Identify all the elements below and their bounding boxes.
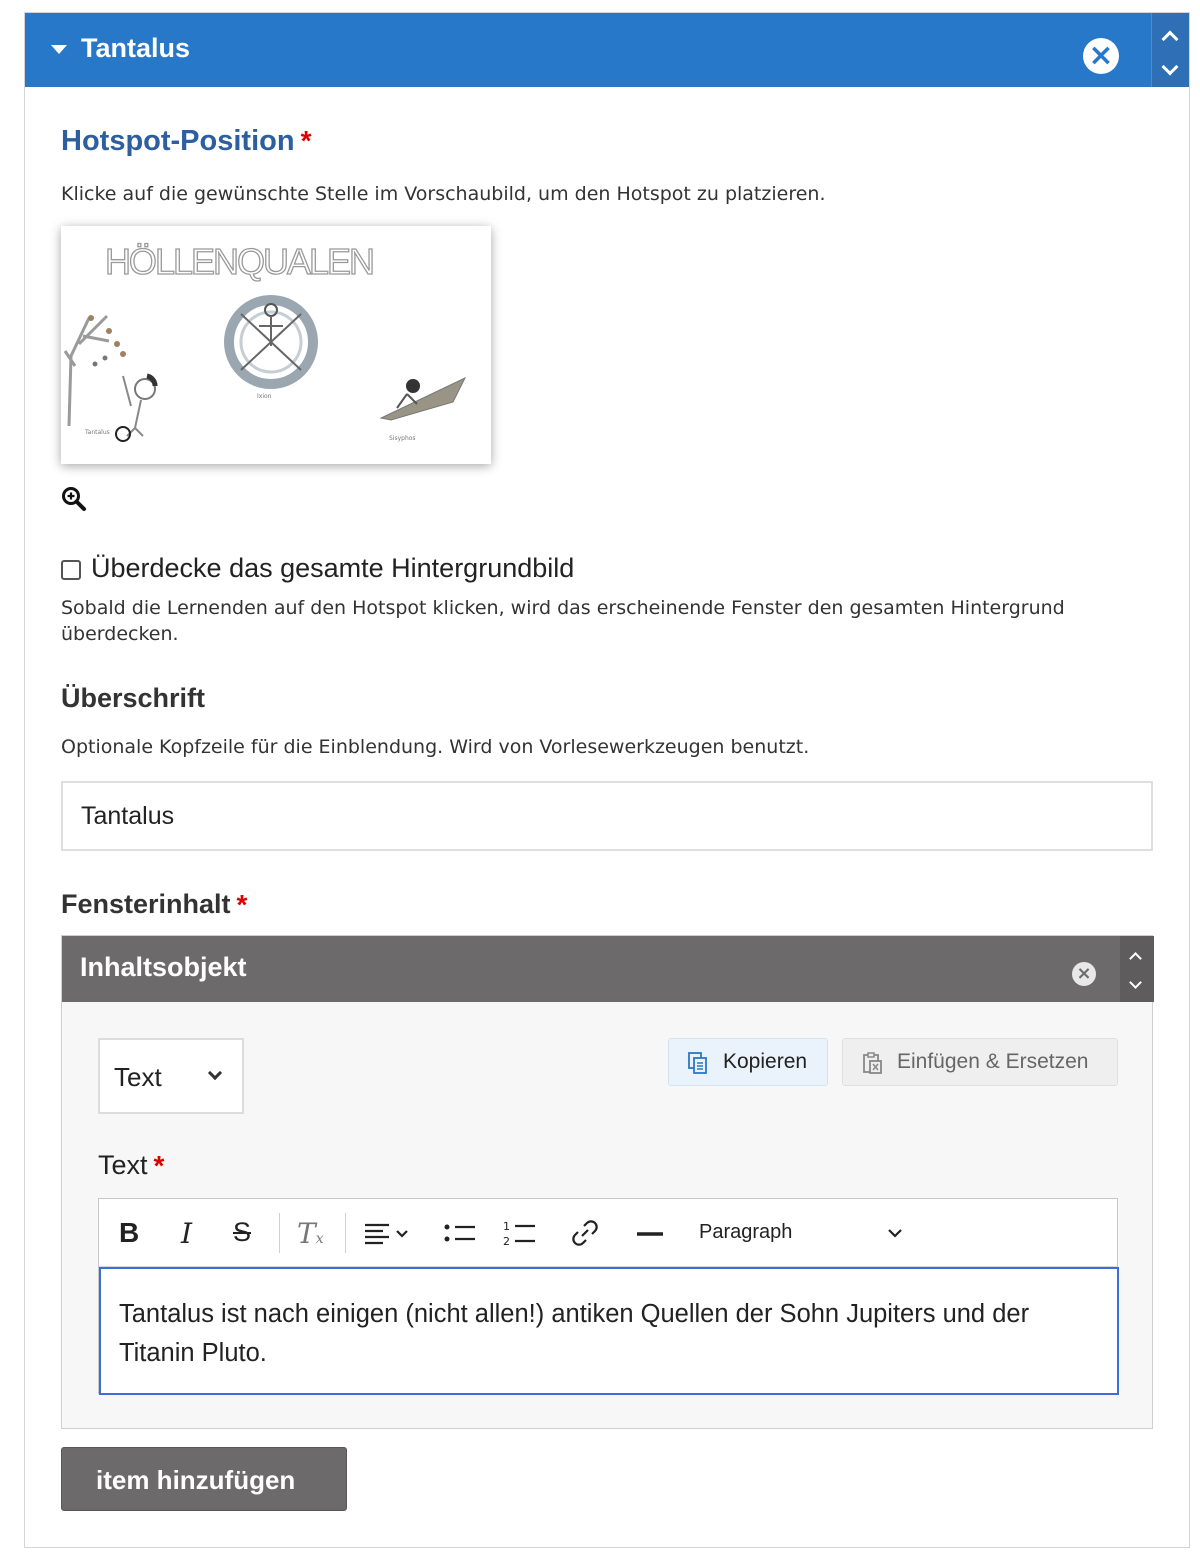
move-down-icon[interactable] <box>1162 59 1179 76</box>
remove-item-icon[interactable]: × <box>1083 38 1119 74</box>
bullet-list-icon[interactable] <box>443 1217 477 1249</box>
clear-formatting-icon[interactable]: Tx <box>297 1217 324 1250</box>
add-item-button[interactable] <box>61 1447 347 1511</box>
collapse-caret-icon[interactable] <box>51 45 67 54</box>
content-object-header[interactable] <box>62 936 1154 1002</box>
copy-icon <box>687 1051 709 1075</box>
align-icon[interactable] <box>363 1217 419 1249</box>
required-mark: * <box>236 889 248 920</box>
panel-title: Tantalus <box>81 33 191 63</box>
cover-background-description: Sobald die Lernenden auf den Hotspot klicken, wird das erscheinende Fenster den gesamten Hintergrund überdecken. <box>61 597 1065 645</box>
required-mark: * <box>300 125 312 156</box>
bold-icon[interactable]: B <box>119 1217 140 1248</box>
content-type-select[interactable] <box>98 1038 244 1114</box>
zoom-in-icon[interactable] <box>61 486 87 512</box>
text-field-label <box>98 1150 164 1182</box>
preview-illustration <box>61 226 491 464</box>
add-item-label: item hinzufügen <box>96 1465 296 1495</box>
svg-text:Sisyphos: Sisyphos <box>389 435 416 442</box>
link-icon[interactable] <box>569 1217 601 1249</box>
chevron-down-icon[interactable] <box>887 1217 903 1249</box>
paste-label: Einfügen & Ersetzen <box>897 1050 1089 1073</box>
horizontal-rule-icon[interactable] <box>635 1217 665 1249</box>
content-reorder-controls <box>1120 936 1154 1002</box>
copy-label: Kopieren <box>723 1050 808 1073</box>
hotspot-position-label-text: Hotspot-Position <box>61 125 295 157</box>
hotspot-position-label <box>61 125 311 158</box>
cover-background-checkbox[interactable] <box>61 560 81 580</box>
paste-replace-button[interactable] <box>842 1038 1118 1086</box>
italic-icon[interactable]: I <box>181 1217 193 1250</box>
content-move-down-icon[interactable] <box>1129 976 1142 989</box>
rich-text-editor <box>98 1198 1118 1394</box>
content-object-panel <box>61 935 1153 1429</box>
paragraph-format-select[interactable]: Paragraph <box>699 1221 793 1243</box>
cover-background-label[interactable]: Überdecke das gesamte Hintergrundbild <box>91 553 575 583</box>
heading-input[interactable]: Tantalus <box>61 781 1153 851</box>
remove-content-icon[interactable]: × <box>1072 962 1096 986</box>
text-field-label-text: Text <box>98 1150 148 1180</box>
heading-description: Optionale Kopfzeile für die Einblendung. Wird von Vorlesewerkzeugen benutzt. <box>61 736 810 758</box>
text-content-area[interactable]: Tantalus ist nach einigen (nicht allen!) antiken Quellen der Sohn Jupiters und der Titanin Pluto. <box>99 1267 1119 1395</box>
chevron-down-icon <box>208 1066 222 1080</box>
hotspot-description: Klicke auf die gewünschte Stelle im Vorschaubild, um den Hotspot zu platzieren. <box>61 183 826 205</box>
required-mark: * <box>153 1150 165 1181</box>
svg-text:2: 2 <box>503 1235 510 1248</box>
window-content-label-text: Fensterinhalt <box>61 889 231 919</box>
svg-text:1: 1 <box>503 1220 510 1233</box>
item-panel <box>24 12 1190 1548</box>
heading-label: Überschrift <box>61 683 206 713</box>
move-up-icon[interactable] <box>1162 31 1179 48</box>
strikethrough-icon[interactable]: S <box>233 1217 252 1247</box>
numbered-list-icon[interactable] <box>503 1217 537 1249</box>
svg-text:Ixion: Ixion <box>257 393 272 400</box>
hotspot-preview-image[interactable] <box>61 226 491 464</box>
paste-icon <box>861 1051 885 1075</box>
editor-toolbar <box>99 1199 1117 1267</box>
content-type-value: Text <box>114 1062 162 1092</box>
panel-header[interactable] <box>25 13 1189 87</box>
reorder-controls <box>1151 13 1189 87</box>
window-content-label <box>61 889 247 921</box>
content-object-title: Inhaltsobjekt <box>80 952 247 982</box>
copy-button[interactable] <box>668 1038 828 1086</box>
preview-title: HÖLLENQUALEN <box>104 241 374 282</box>
content-move-up-icon[interactable] <box>1129 952 1142 965</box>
svg-text:Tantalus: Tantalus <box>85 429 110 436</box>
